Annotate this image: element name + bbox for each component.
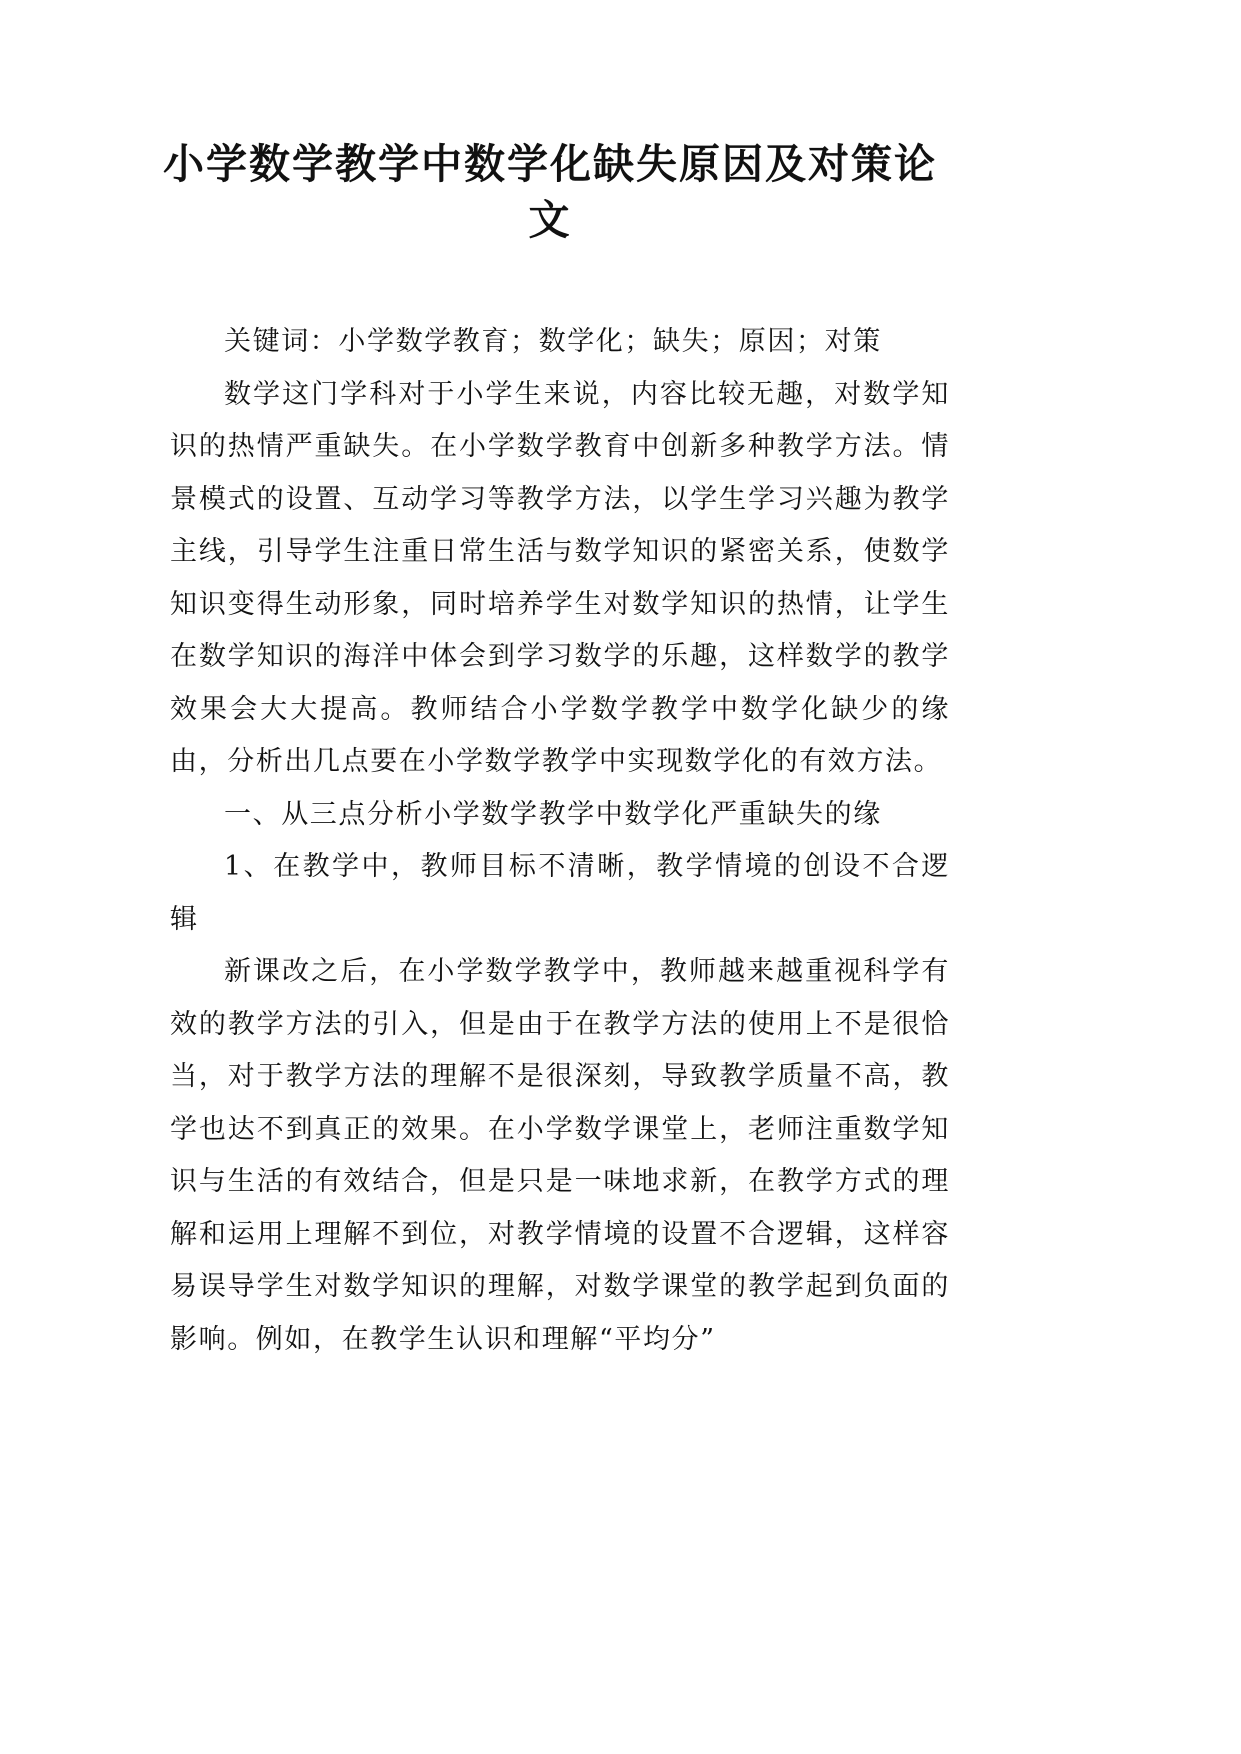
keywords-paragraph: 关键词：小学数学教育；数学化；缺失；原因；对策 bbox=[224, 326, 882, 357]
document-title bbox=[150, 136, 950, 248]
subsection-heading: 1、在教学中，教师目标不清晰，教学情境的创设不合逻辑 bbox=[170, 851, 950, 935]
document-body bbox=[170, 316, 950, 1366]
body-paragraph: 新课改之后，在小学数学教学中，教师越来越重视科学有效的教学方法的引入，但是由于在教学方法的使用上不是很恰当，对于教学方法的理解不是很深刻，导致教学质量不高，教学也达不到真正的效果。在小学数学课堂上，老师注重数学知识与生活的有效结合，但是只是一味地求新，在教学方式的理解和运用上理解不到位，对教学情境的设置不合逻辑，这样容易误导学生对数学知识的理解，对数学课堂的教学起到负面的影响。例如，在教学生认识和理解“平均分” bbox=[170, 956, 950, 1355]
document-title-line-1: 小学数学教学中数学化缺失原因及对策论 bbox=[163, 140, 937, 188]
intro-paragraph: 数学这门学科对于小学生来说，内容比较无趣，对数学知识的热情严重缺失。在小学数学教育中创新多种教学方法。情景模式的设置、互动学习等教学方法，以学生学习兴趣为教学主线，引导学生注重日常生活与数学知识的紧密关系，使数学知识变得生动形象，同时培养学生对数学知识的热情，让学生在数学知识的海洋中体会到学习数学的乐趣，这样数学的教学效果会大大提高。教师结合小学数学教学中数学化缺少的缘由，分析出几点要在小学数学教学中实现数学化的有效方法。 bbox=[170, 378, 950, 777]
section-heading: 一、从三点分析小学数学教学中数学化严重缺失的缘 bbox=[224, 798, 882, 830]
document-title-line-2: 文 bbox=[528, 196, 572, 244]
